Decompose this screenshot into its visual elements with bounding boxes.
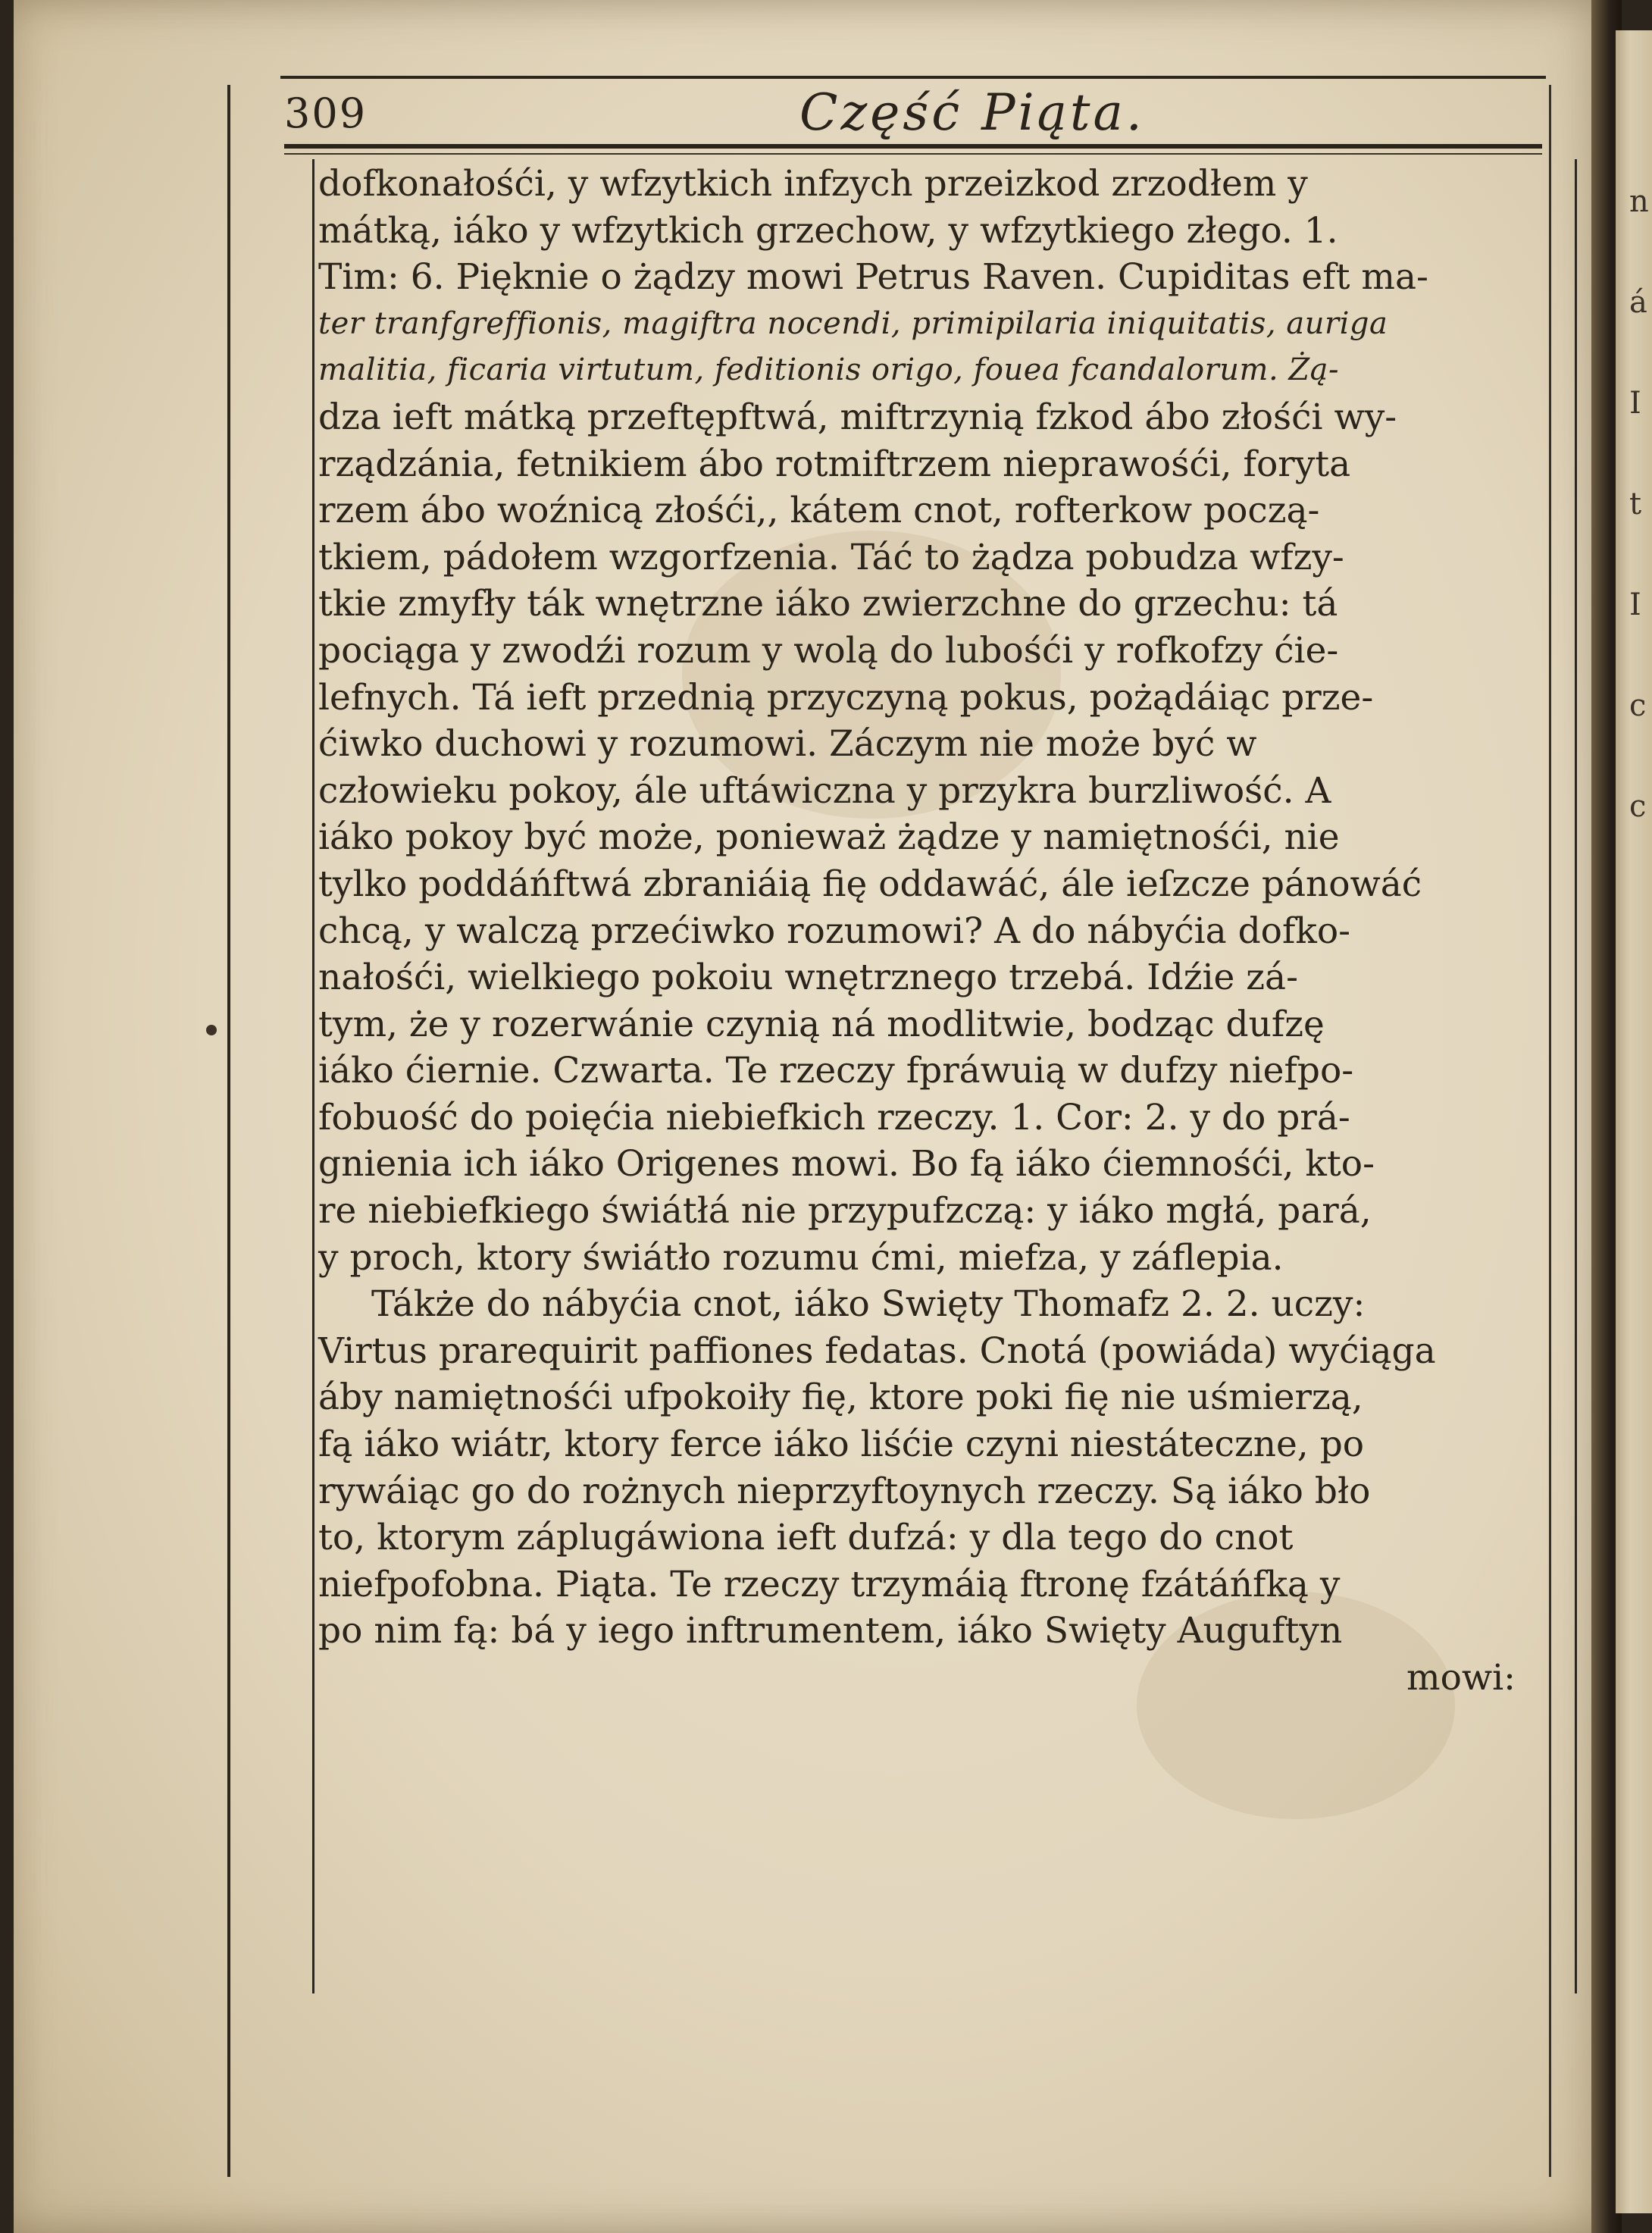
body-text [318,161,1569,1702]
text-line: mátką, iáko y wfzytkich grzechow, y wfzytkiego złego. 1. [318,209,1338,252]
facing-letter: á [1629,285,1647,320]
text-line: gnienia ich iáko Origenes mowi. Bo fą iáko ćiemnośći, kto- [318,1143,1375,1185]
text-line: ćiwko duchowi y rozumowi. Záczym nie może być w [318,723,1257,766]
text-line: tkie zmyfły ták wnętrzne iáko zwierzchne do grzechu: tá [318,583,1338,625]
text-line: rzem ábo woźnicą złośći,, kátem cnot, rofterkow począ- [318,490,1320,532]
text-line: iáko pokoy być może, ponieważ żądze y namiętnośći, nie [318,816,1340,859]
top-rule [280,76,1546,79]
facing-letter: I [1629,386,1641,421]
text-line: to, ktorym záplugáwiona ieft dufzá: y dla tego do cnot [318,1517,1294,1559]
text-line: chcą, y walczą przećiwko rozumowi? A do nábyćia dofko- [318,910,1351,952]
text-line: re niebiefkiego świátłá nie przypufzczą: y iáko mgłá, pará, [318,1190,1372,1232]
text-line: niefpofobna. Piąta. Te rzeczy trzymáią ftronę fzátáńfką y [318,1563,1341,1605]
text-line: Tákże do nábyćia cnot, iáko Swięty Thomafz 2. 2. uczy: [371,1283,1366,1326]
text-line: malitia, ficaria virtutum, feditionis origo, fouea fcandalorum. Żą- [318,352,1340,388]
text-line: tym, że y rozerwánie czynią ná modlitwie, bodząc dufzę [318,1003,1325,1045]
text-line: y proch, ktory świátło rozumu ćmi, miefza, y záflepia. [318,1236,1284,1279]
catchword: mowi: [1406,1657,1516,1699]
text-line: Tim: 6. Pięknie o żądzy mowi Petrus Raven. Cupiditas eft ma- [318,256,1428,299]
header-rule [284,144,1542,149]
text-line: lefnych. Tá ieft przednią przyczyną pokus, pożądáiąc prze- [318,676,1374,719]
text-line: rządzánia, fetnikiem ábo rotmiftrzem nieprawośći, foryta [318,443,1351,485]
facing-letter: c [1629,688,1647,723]
text-line: ter tranfgreffionis, magiftra nocendi, primipilaria iniquitatis, auriga [318,305,1388,341]
page-header [284,83,1542,144]
text-line: pociąga y zwodźi rozum y wolą do lubośći y rofkofzy ćie- [318,629,1339,672]
text-line: dza ieft mátką przeftępftwá, miftrzynią fzkod ábo złośći wy- [318,396,1397,438]
text-line: áby namiętnośći ufpokoiły fię, ktore poki fię nie uśmierzą, [318,1376,1363,1419]
facing-letter: I [1629,587,1641,622]
facing-letter: c [1629,789,1647,824]
page-number: 309 [284,89,368,137]
facing-letter: n [1629,184,1649,219]
text-line: człowieku pokoy, ále uftáwiczna y przykra burzliwość. A [318,769,1331,812]
text-line: nałośći, wielkiego pokoiu wnętrznego trzebá. Idźie zá- [318,957,1298,999]
header-rule-thin [284,153,1542,155]
running-title: Część Piąta. [799,83,1145,142]
text-line: po nim fą: bá y iego inftrumentem, iáko Swięty Auguftyn [318,1610,1343,1652]
text-line: fą iáko wiátr, ktory ferce iáko liśćie czyni niestáteczne, po [318,1423,1365,1466]
text-line: Virtus prarequirit paffiones fedatas. Cnotá (powiáda) wyćiąga [318,1329,1436,1372]
text-line: tylko poddáńftwá zbraniáią fię oddawáć, ále ieſzcze pánowáć [318,863,1422,905]
text-line: fobuość do poięćia niebiefkich rzeczy. 1. Cor: 2. y do prá- [318,1096,1350,1138]
text-line: iáko ćiernie. Czwarta. Te rzeczy fpráwuią w dufzy niefpo- [318,1050,1354,1092]
text-line: dofkonałośći, y wfzytkich infzych przeizkod zrzodłem y [318,163,1308,205]
text-line: tkiem, pádołem wzgorfzenia. Táć to żądza pobudza wfzy- [318,536,1344,578]
text-line: rywáiąc go do rożnych nieprzyftoynych rzeczy. Są iáko bło [318,1470,1371,1512]
facing-letter: t [1629,487,1642,521]
facing-page-text [1629,152,1652,857]
ink-spot [206,1025,217,1035]
